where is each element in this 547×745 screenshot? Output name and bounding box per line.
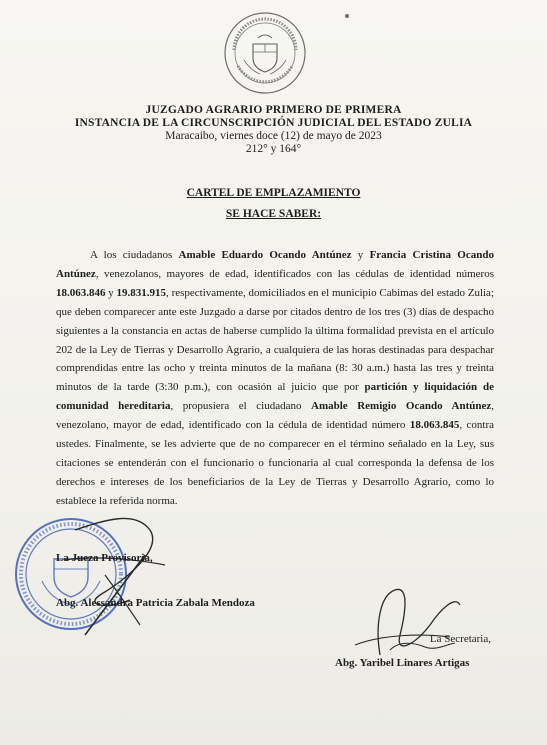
- body-text-8: , contra ustedes. Finalmente, se les advierte que de no comparecer en el término señalado en la Ley, sus citaciones se entenderán con el funcionario o funcionaria al cual corresponda la defensa de los derechos e intereses de los beneficiarios de la Ley de Tierras y Desarrollo Agrario, como lo establece la referida norma.: [56, 419, 495, 507]
- id-number-3: 18.063.845: [409, 419, 460, 432]
- id-number-1: 18.063.846: [56, 286, 106, 299]
- years-line: 212° y 164°: [245, 143, 302, 155]
- body-text-5: , respectivamente, domiciliados en el municipio Cabimas del estado Zulia; que deben comparecer ante este Juzgado a darse por citados dentro de los tres (3) días de despacho siguientes a la constancia en actas de haberse cumplido la última formalidad prevista en el artículo 202 de la Ley de Tierras y Desarrollo Agrario, a cualquiera de las horas destinadas para despachar comprendidas entre las ocho y treinta minutos de la mañana (8: 30 a.m.) hasta las tres y treinta minutos de la tarde (3:30 p.m.), con ocasión al juicio que por: [56, 286, 494, 394]
- respondent-name-1: Amable Eduardo Ocando Antúnez: [178, 249, 352, 261]
- body-text-1: A los ciudadanos: [90, 249, 179, 261]
- body-text-6: , propusiera el ciudadano: [170, 400, 312, 413]
- body-paragraph: [56, 246, 494, 511]
- id-number-2: 19.831.915: [116, 286, 167, 299]
- respondent-name-2: Francia Cristina Ocando Antúnez: [56, 249, 494, 280]
- case-type: partición y liquidación de comunidad hereditaria: [56, 381, 494, 413]
- date-line: Maracaibo, viernes doce (12) de mayo de 2023: [165, 130, 382, 142]
- body-text-4: y: [105, 286, 117, 299]
- judge-name: Abg. Alessandra Patricia Zabala Mendoza: [56, 597, 255, 609]
- judge-title: La Jueza Provisoria,: [56, 552, 153, 564]
- document-header: [60, 104, 487, 156]
- body-text-3: , venezolanos, mayores de edad, identificados con las cédulas de identidad números: [95, 267, 494, 280]
- court-seal-emblem: [222, 10, 308, 96]
- plaintiff-name: Amable Remigio Ocando Antúnez: [311, 400, 492, 413]
- ink-dot: [345, 14, 349, 18]
- court-name-line-1: JUZGADO AGRARIO PRIMERO DE PRIMERA: [145, 104, 402, 116]
- body-text-7: , venezolano, mayor de edad, identificado con la cédula de identidad número: [56, 400, 494, 432]
- court-name-line-2: INSTANCIA DE LA CIRCUNSCRIPCIÓN JUDICIAL DEL ESTADO ZULIA: [74, 117, 473, 129]
- document-subtitle: SE HACE SABER:: [225, 208, 322, 220]
- secretary-name: Abg. Yaribel Linares Artigas: [335, 657, 470, 669]
- document-title: CARTEL DE EMPLAZAMIENTO: [186, 187, 361, 199]
- secretary-title: La Secretaria,: [429, 633, 491, 645]
- judge-signature: [45, 500, 195, 640]
- body-text-2: y: [351, 249, 370, 261]
